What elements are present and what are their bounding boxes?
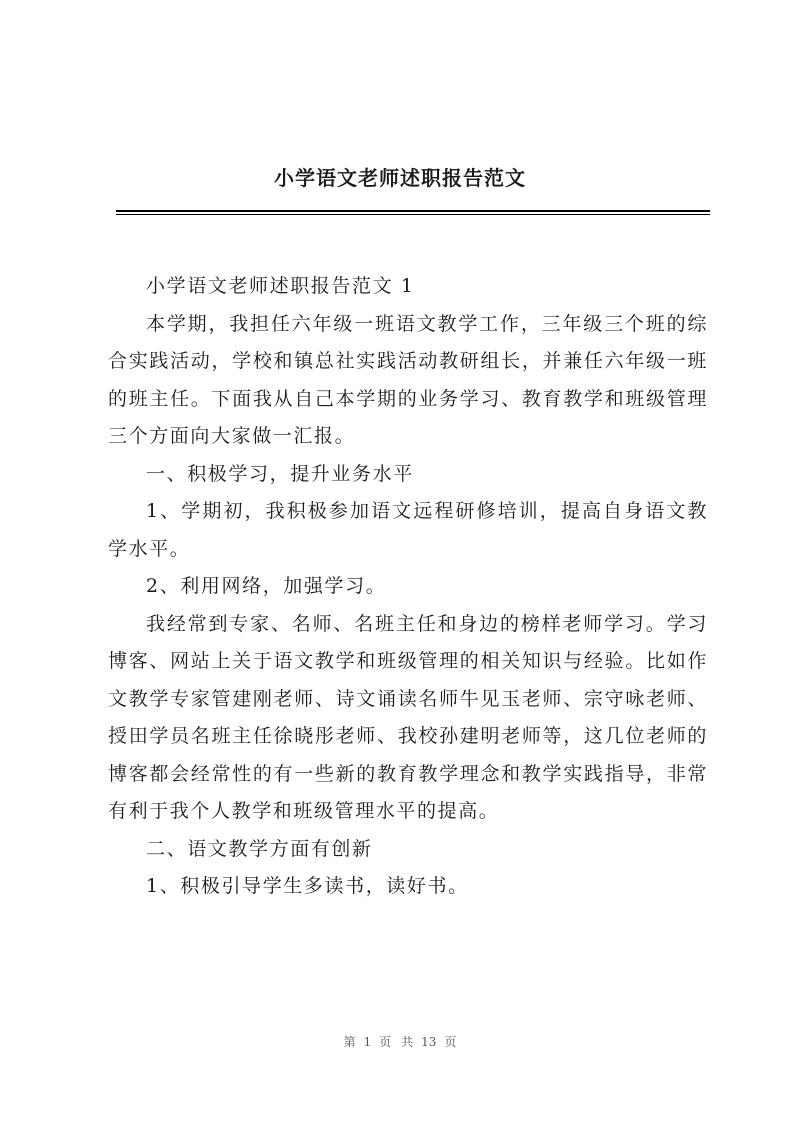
footer-total-pages: 13 [421,1035,437,1049]
paragraph: 我经常到专家、名师、名班主任和身边的榜样老师学习。学习博客、网站上关于语文教学和班级管理的相关知识与经验。比如作文教学专家管建刚老师、诗文诵读名师牛见玉老师、宗守咏老师、授田学员名班主任徐晓彤老师、我校孙建明老师等，这几位老师的博客都会经常性的有一些新的教育教学理念和教学实践指导，非常有利于我个人教学和班级管理水平的提高。 [108,612,708,822]
section-heading: 一、积极学习，提升业务水平 [146,462,414,485]
section-heading: 小学语文老师述职报告范文 1 [146,275,415,297]
footer-suffix: 页 [444,1035,457,1049]
footer-current-page: 1 [363,1035,372,1049]
page-title: 小学语文老师述职报告范文 [274,166,526,190]
title-divider-thin [116,214,710,215]
paragraph: 1、学期初，我积极参加语文远程研修培训，提高自身语文教学水平。 [108,500,708,560]
page-footer [0,1033,800,1050]
paragraph: 1、积极引导学生多读书，读好书。 [146,875,469,897]
footer-middle: 页 共 [379,1035,414,1049]
section-heading: 二、语文教学方面有创新 [146,837,373,860]
footer-prefix: 第 [343,1035,356,1049]
document-body [108,268,708,906]
paragraph: 2、利用网络，加强学习。 [146,575,387,597]
paragraph: 本学期，我担任六年级一班语文教学工作，三年级三个班的综合实践活动，学校和镇总社实践活动教研组长，并兼任六年级一班的班主任。下面我从自己本学期的业务学习、教育教学和班级管理三个方面向大家做一汇报。 [108,312,708,447]
title-divider [116,210,710,212]
